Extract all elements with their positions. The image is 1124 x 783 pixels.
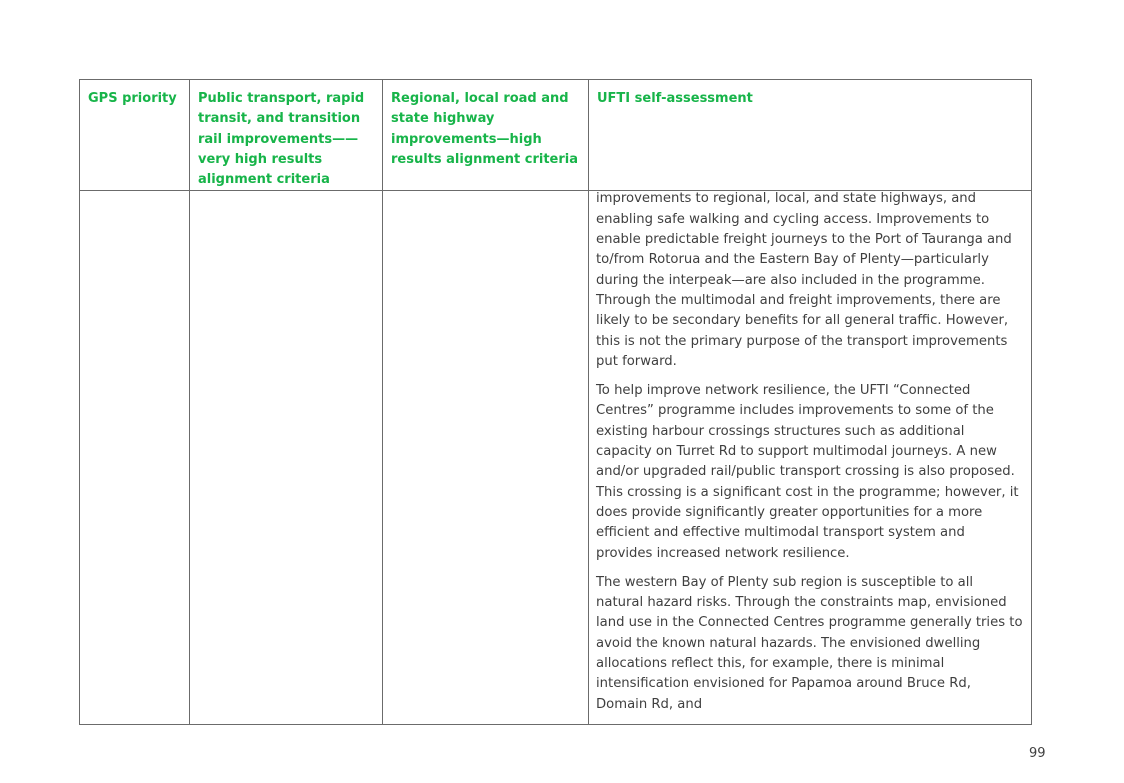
- table-header-row: [80, 80, 1032, 191]
- gps-assessment-table: [79, 79, 1032, 725]
- cell-public-transport: [190, 191, 383, 724]
- header-regional-road: Regional, local road and state highway improvements—high results alignment criteria: [383, 80, 589, 191]
- cell-ufti-self-assessment: [589, 191, 1032, 724]
- cell-gps-priority: [80, 191, 190, 724]
- assessment-paragraph-1: improvements to regional, local, and state highways, and enabling safe walking and cycling access. Improvements to enable predictable freight journeys to the Port of Tauranga and to/from Rotorua and the Eastern Bay of Plenty—particularly during the interpeak—are also included in the programme. Through the multimodal and freight improvements, there are likely to be secondary benefits for all general traffic. However, this is not the primary purpose of the transport improvements put forward.: [596, 191, 1012, 369]
- header-public-transport: Public transport, rapid transit, and transition rail improvements——very high results alignment criteria: [190, 80, 383, 191]
- page-number: 99: [1029, 746, 1046, 761]
- header-ufti-self-assessment: UFTI self-assessment: [589, 80, 1032, 191]
- cell-regional-road: [383, 191, 589, 724]
- assessment-paragraph-3: The western Bay of Plenty sub region is susceptible to all natural hazard risks. Through the constraints map, envisioned land use in the Connected Centres programme generally tries to avoid the known natural hazards. The envisioned dwelling allocations reflect this, for example, there is minimal intensification envisioned for Papamoa around Bruce Rd, Domain Rd, and: [596, 574, 1023, 712]
- assessment-paragraph-2: To help improve network resilience, the UFTI “Connected Centres” programme includes improvements to some of the existing harbour crossings structures such as additional capacity on Turret Rd to support multimodal journeys. A new and/or upgraded rail/public transport crossing is also proposed. This crossing is a significant cost in the programme; however, it does provide significantly greater opportunities for a more efficient and effective multimodal transport system and provides increased network resilience.: [596, 383, 1019, 561]
- table-row: [80, 191, 1032, 724]
- header-gps-priority: GPS priority: [80, 80, 190, 191]
